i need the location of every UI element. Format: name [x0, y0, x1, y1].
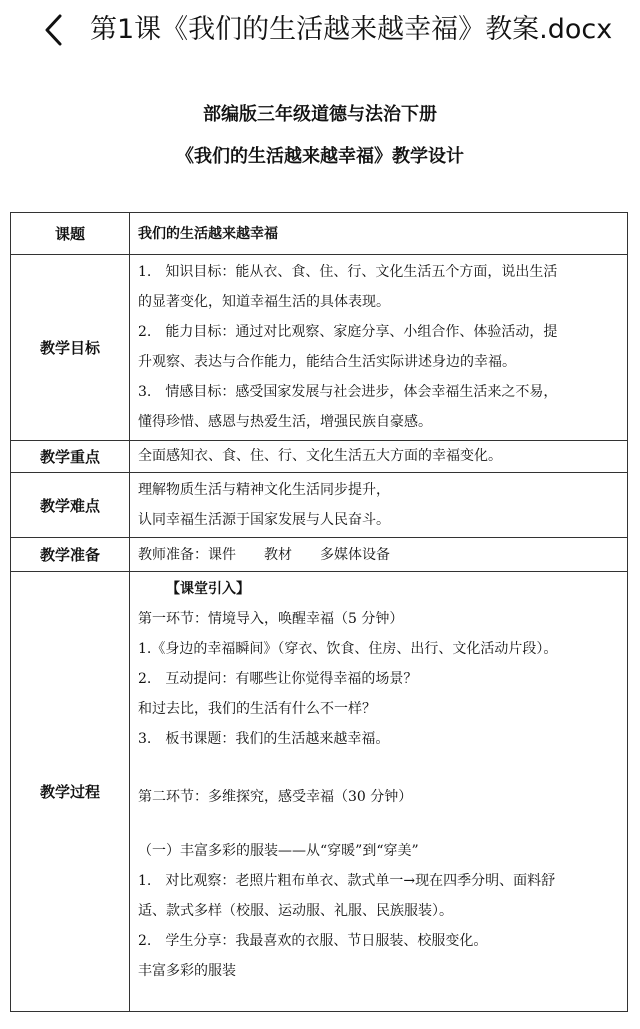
process-line: 1. 对比观察：老照片粗布单衣、款式单一→现在四季分明、面料舒	[138, 873, 556, 889]
difficulties-line: 理解物质生活与精神文化生活同步提升，	[138, 482, 390, 498]
label-difficulties: 教学难点	[11, 473, 130, 538]
goals-line: 1. 知识目标：能从衣、食、住、行、文化生活五个方面，说出生活	[138, 264, 558, 280]
content-goals	[130, 255, 628, 441]
process-line: 适、款式多样（校服、运动服、礼服、民族服装）。	[138, 903, 453, 919]
goals-line: 升观察、表达与合作能力，能结合生活实际讲述身边的幸福。	[138, 354, 516, 370]
goals-line: 3. 情感目标：感受国家发展与社会进步，体会幸福生活来之不易，	[138, 384, 558, 400]
row-topic	[11, 213, 628, 255]
process-part2-title: 第二环节：多维探究，感受幸福（30 分钟）	[138, 789, 413, 805]
label-key-points: 教学重点	[11, 441, 130, 473]
label-topic: 课题	[11, 213, 130, 255]
back-button[interactable]	[36, 10, 76, 50]
document-title: 第1课《我们的生活越来越幸福》教案.docx	[90, 14, 613, 45]
document-heading-line2: 《我们的生活越来越幸福》教学设计	[176, 146, 464, 167]
row-goals	[11, 255, 628, 441]
difficulties-line: 认同幸福生活源于国家发展与人民奋斗。	[138, 512, 390, 528]
label-goals: 教学目标	[11, 255, 130, 441]
process-line: 3. 板书课题：我们的生活越来越幸福。	[138, 731, 390, 747]
process-line: 丰富多彩的服装	[138, 963, 236, 979]
goals-line: 2. 能力目标：通过对比观察、家庭分享、小组合作、体验活动，提	[138, 324, 558, 340]
row-process	[11, 572, 628, 1012]
document-heading-line1: 部编版三年级道德与法治下册	[203, 104, 437, 125]
process-line: 和过去比，我们的生活有什么不一样？	[138, 701, 376, 717]
top-bar	[0, 0, 640, 65]
process-line: 2. 学生分享：我最喜欢的衣服、节日服装、校服变化。	[138, 933, 488, 949]
label-process: 教学过程	[11, 572, 130, 1012]
process-intro-title: 【课堂引入】	[166, 581, 250, 597]
content-difficulties	[130, 473, 628, 538]
document-page	[0, 64, 640, 1029]
content-key-points: 全面感知衣、食、住、行、文化生活五大方面的幸福变化。	[130, 441, 628, 473]
lesson-plan-table	[10, 212, 628, 1012]
content-topic: 我们的生活越来越幸福	[130, 213, 628, 255]
content-process	[130, 572, 628, 1012]
chevron-left-icon	[36, 10, 76, 50]
row-difficulties	[11, 473, 628, 538]
row-key-points	[11, 441, 628, 473]
row-preparation	[11, 538, 628, 572]
goals-line: 懂得珍惜、感恩与热爱生活，增强民族自豪感。	[138, 414, 432, 430]
process-line: 2. 互动提问：有哪些让你觉得幸福的场景？	[138, 671, 418, 687]
label-preparation: 教学准备	[11, 538, 130, 572]
goals-line: 的显著变化，知道幸福生活的具体表现。	[138, 294, 390, 310]
content-preparation: 教师准备：课件 教材 多媒体设备	[130, 538, 628, 572]
process-section1-title: （一）丰富多彩的服装——从“穿暖”到“穿美”	[138, 843, 419, 859]
process-line: 1.《身边的幸福瞬间》（穿衣、饮食、住房、出行、文化活动片段）。	[138, 641, 558, 657]
process-part1-title: 第一环节：情境导入，唤醒幸福（5 分钟）	[138, 611, 404, 627]
